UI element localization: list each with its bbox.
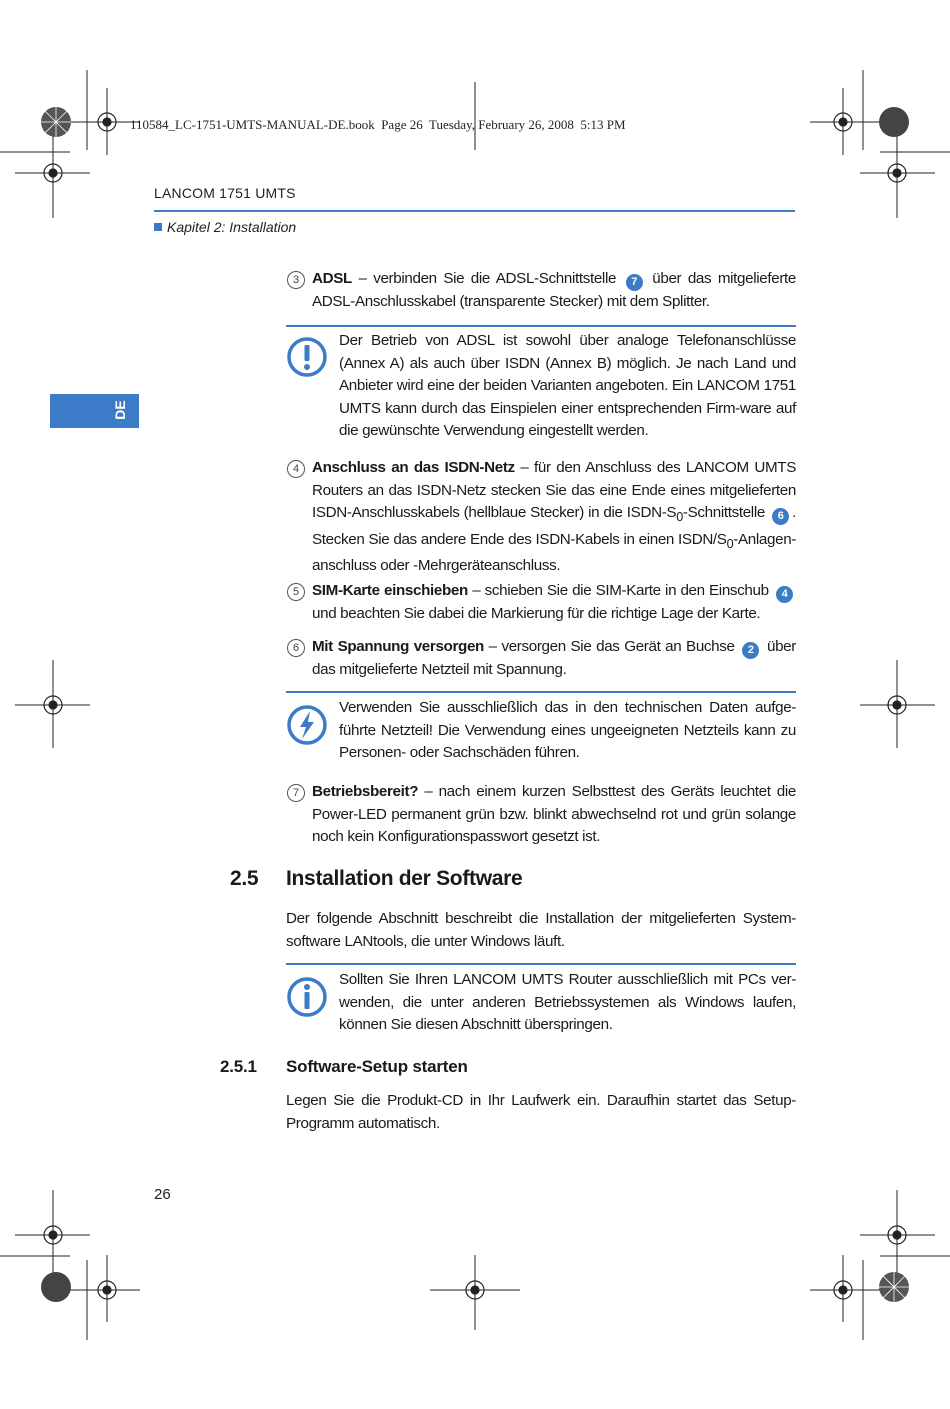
step-4-text bbox=[312, 457, 796, 578]
step-4-sub-1: 0 bbox=[676, 510, 683, 525]
step-7-text-a: – nach einem kurzen Selbsttest des Geräts leuchtet die Power-LED permanent grün bzw. blinkt abwechselnd rot und grün solange noch kein Konfigurationspasswort gesetzt ist. bbox=[312, 783, 796, 846]
step-number-5: 5 bbox=[287, 583, 305, 601]
step-number-4: 4 bbox=[287, 460, 305, 478]
subsection-text: Legen Sie die Produkt-CD in Ihr Laufwerk ein. Daraufhin startet das Setup-Programm automatisch. bbox=[286, 1092, 796, 1132]
attention-icon bbox=[286, 336, 328, 378]
badge-4: 4 bbox=[776, 586, 793, 603]
badge-2: 2 bbox=[742, 642, 759, 659]
step-number-6: 6 bbox=[287, 639, 305, 657]
step-7-title: Betriebsbereit? bbox=[312, 783, 419, 800]
chapter-label bbox=[154, 219, 296, 235]
warning-note-rule bbox=[286, 691, 796, 693]
step-3-text-b: über das mitgelieferte ADSL-Anschlusskabel (transparente Stecker) mit dem Splitter. bbox=[312, 270, 797, 310]
step-6-text-b: über das mitgelieferte Netzteil mit Spannung. bbox=[312, 638, 796, 678]
step-4-text-c: . Stecken Sie das andere Ende des ISDN-Kabels in einen ISDN/S bbox=[312, 504, 796, 548]
print-header: 110584_LC-1751-UMTS-MANUAL-DE.book Page 26 Tuesday, February 26, 2008 5:13 PM bbox=[130, 117, 626, 132]
chapter-bullet-icon bbox=[154, 223, 162, 231]
step-5-text-b: und beachten Sie dabei die Markierung für die richtige Lage der Karte. bbox=[312, 605, 761, 622]
attention-note-text: Der Betrieb von ADSL ist sowohl über analoge Telefonanschlüsse (Annex A) als auch über ISDN (Annex B) möglich. Je nach Land und Anbieter wird eine der beiden Varianten angeboten. Ein LANCOM 1751 UMTS kann durch das Einspielen einer entsprechenden Firm-ware auf die gewünschte Verwendung eingestellt werden. bbox=[339, 332, 796, 440]
language-tab bbox=[50, 394, 139, 428]
step-4-sub-2: 0 bbox=[726, 536, 734, 551]
chapter-text: Kapitel 2: Installation bbox=[167, 219, 297, 235]
header-rule bbox=[154, 210, 795, 212]
step-4-title: Anschluss an das ISDN-Netz bbox=[312, 459, 515, 476]
info-note-rule bbox=[286, 963, 796, 965]
info-note-text: Sollten Sie Ihren LANCOM UMTS Router ausschließlich mit PCs ver-wenden, die unter anderen Betriebssystemen als Windows laufen, können Sie diesen Abschnitt überspringen. bbox=[339, 971, 796, 1034]
electric-warning-icon bbox=[286, 704, 328, 746]
badge-6: 6 bbox=[772, 508, 789, 525]
language-tab-label: DE bbox=[112, 400, 128, 420]
step-6-text-a: – versorgen Sie das Gerät an Buchse bbox=[483, 638, 740, 655]
step-number-7: 7 bbox=[287, 784, 305, 802]
running-header: LANCOM 1751 UMTS bbox=[154, 185, 296, 201]
subsection-title: Software-Setup starten bbox=[286, 1057, 468, 1076]
section-title: Installation der Software bbox=[286, 867, 523, 890]
step-7-text bbox=[312, 781, 796, 849]
info-icon bbox=[286, 976, 328, 1018]
step-4-text-b: -Schnittstelle bbox=[682, 504, 770, 522]
step-number-3: 3 bbox=[287, 271, 305, 289]
step-4-text-d: -Anlagen-anschluss oder -Mehrgeräteanschluss. bbox=[312, 530, 796, 575]
step-6-text bbox=[312, 636, 796, 682]
step-3-text bbox=[312, 268, 796, 314]
page-number: 26 bbox=[154, 1186, 171, 1203]
step-5-text-a: – schieben Sie die SIM-Karte in den Einschub bbox=[467, 582, 773, 599]
step-6-title: Mit Spannung versorgen bbox=[312, 638, 484, 655]
step-4-text-a: – für den Anschluss des LANCOM UMTS Routers an das ISDN-Netz stecken Sie das eine Ende eines mitgelieferten ISDN-Anschlusskabels (hellblaue Stecker) in die ISDN-S bbox=[312, 459, 796, 522]
section-number: 2.5 bbox=[230, 867, 259, 890]
section-intro: Der folgende Abschnitt beschreibt die Installation der mitgelieferten System-software LANtools, die unter Windows läuft. bbox=[286, 910, 796, 950]
step-3-title: ADSL bbox=[312, 270, 352, 287]
step-3-text-a: – verbinden Sie die ADSL-Schnittstelle bbox=[351, 270, 623, 287]
warning-note-text: Verwenden Sie ausschließlich das in den technischen Daten aufge-führte Netzteil! Die Verwendung eines ungeeigneten Netzteils kann zu Personen- oder Sachschäden führen. bbox=[339, 699, 796, 762]
step-5-text bbox=[312, 580, 796, 626]
attention-note-rule bbox=[286, 325, 796, 327]
step-5-title: SIM-Karte einschieben bbox=[312, 582, 468, 599]
badge-7: 7 bbox=[626, 274, 643, 291]
subsection-number: 2.5.1 bbox=[220, 1057, 257, 1076]
